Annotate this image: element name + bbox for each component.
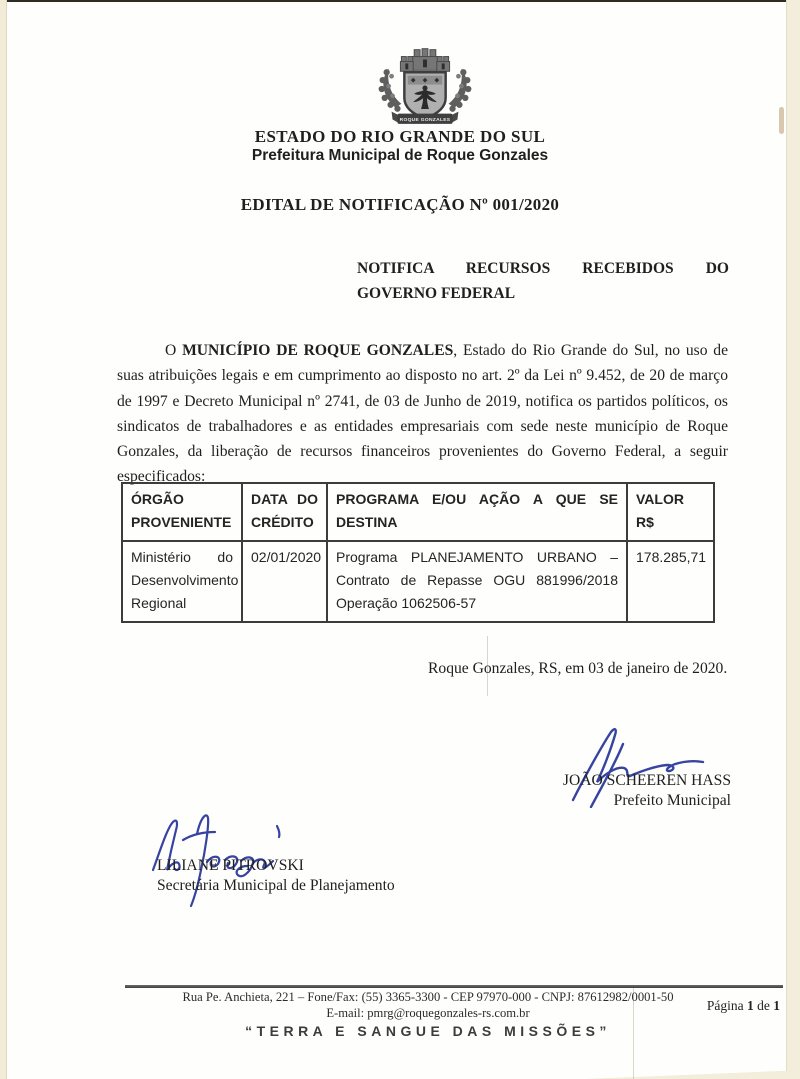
col-header-data: DATA DO CRÉDITO xyxy=(242,483,327,541)
footer-address: Rua Pe. Anchieta, 221 – Fone/Fax: (55) 3365-3300 - CEP 97970-000 - CNPJ: 87612982/0001-50 xyxy=(182,990,674,1004)
page-of-word: de xyxy=(757,998,770,1013)
footer-divider xyxy=(125,985,783,988)
page-total: 1 xyxy=(773,998,780,1013)
mayor-name: JOÃO SCHEEREN HASS xyxy=(562,772,731,789)
page-number: 1 xyxy=(747,998,754,1013)
secretary-signature-block xyxy=(157,856,395,896)
body-rest: , Estado do Rio Grande do Sul, no uso de suas atribuições legais e em cumprimento ao disposto no art. 2º da Lei nº 9.452, de 20 de março de 1997 e Decreto Municipal nº 2741, de 03 de Junho de 2019, notifica os partidos políticos, os sindicatos de trabalhadores e as entidades empresariais com sede neste município de Roque Gonzales, da liberação de recursos financeiros provenientes do Governo Federal, a seguir especificados: xyxy=(117,342,728,486)
scan-edge-top xyxy=(0,0,800,2)
page-word: Página xyxy=(706,998,744,1013)
table-row xyxy=(122,541,714,622)
body-paragraph xyxy=(117,338,728,490)
col-header-orgao: ÓRGÃO PROVENIENTE xyxy=(122,483,242,541)
col-header-programa: PROGRAMA E/OU AÇÃO A QUE SE DESTINA xyxy=(327,483,627,541)
footer-motto: “TERRA E SANGUE DAS MISSÕES” xyxy=(245,1023,611,1039)
document-title: EDITAL DE NOTIFICAÇÃO Nº 001/2020 xyxy=(240,195,560,214)
secretary-role: Secretária Municipal de Planejamento xyxy=(157,877,395,894)
subject-block xyxy=(357,256,729,306)
footer-email: E-mail: pmrg@roquegonzales-rs.com.br xyxy=(326,1006,530,1020)
page-indicator xyxy=(640,998,780,1014)
municipal-coat-of-arms-icon xyxy=(366,46,484,132)
crest-banner-text: ROQUE GONZALES xyxy=(399,118,451,124)
subject-line-2: GOVERNO FEDERAL xyxy=(357,285,516,302)
credits-table xyxy=(121,482,715,623)
secretary-name: LILIANE PITROVSKI xyxy=(157,857,304,874)
cell-orgao: Ministério do Desenvolvimento Regional xyxy=(122,541,242,622)
body-lead: O xyxy=(165,342,183,359)
mayor-signature-block xyxy=(450,771,731,810)
mayor-role: Prefeito Municipal xyxy=(613,791,731,809)
scan-edge-bottom-corner xyxy=(585,1068,800,1079)
place-date-line: Roque Gonzales, RS, em 03 de janeiro de 2020. xyxy=(428,660,728,677)
cell-data: 02/01/2020 xyxy=(242,541,327,622)
col-header-valor: VALOR R$ xyxy=(627,483,714,541)
body-bold-municipality: MUNICÍPIO DE ROQUE GONZALES xyxy=(182,342,454,359)
cell-programa: Programa PLANEJAMENTO URBANO – Contrato de Repasse OGU 881996/2018 Operação 1062506-57 xyxy=(327,541,627,622)
subject-line-1: NOTIFICA RECURSOS RECEBIDOS DO xyxy=(357,260,729,277)
municipality-heading: Prefeitura Municipal de Roque Gonzales xyxy=(251,147,549,164)
state-heading: ESTADO DO RIO GRANDE DO SUL xyxy=(254,127,546,146)
cell-valor: 178.285,71 xyxy=(627,541,714,622)
table-header-row xyxy=(122,483,714,541)
